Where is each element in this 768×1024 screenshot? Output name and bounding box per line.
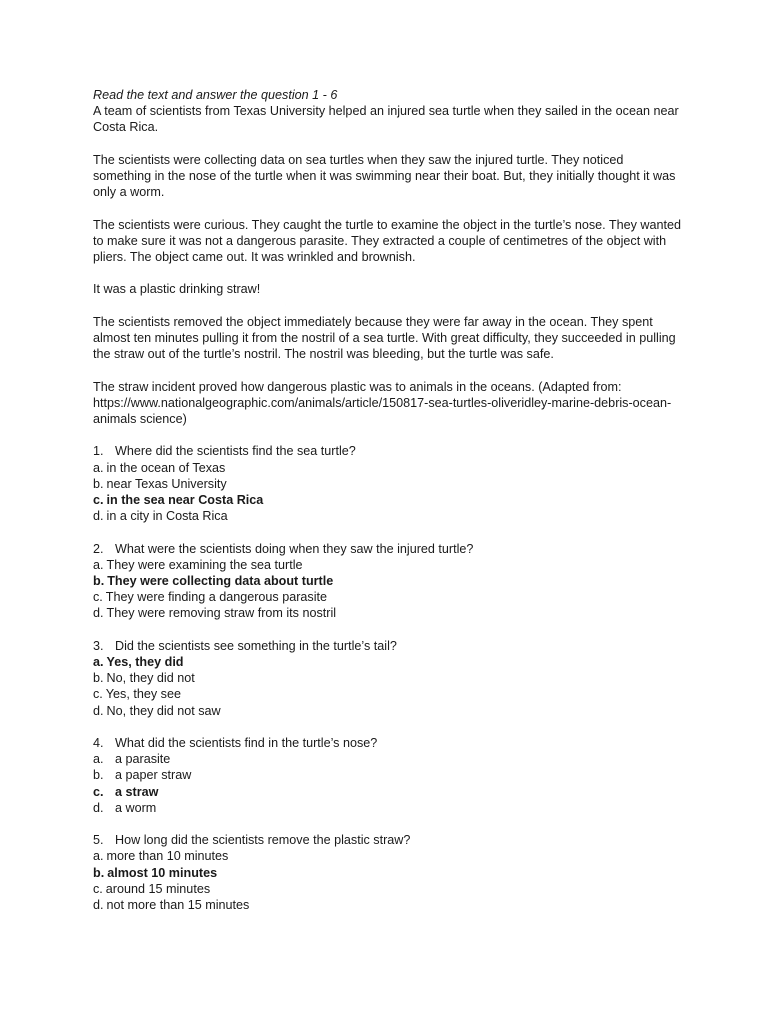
worksheet-page <box>93 87 683 913</box>
question-block <box>93 735 683 816</box>
answer-option: c. around 15 minutes <box>93 881 211 896</box>
answer-option: d. in a city in Costa Rica <box>93 509 228 524</box>
question-text: What did the scientists find in the turtle’s nose? <box>115 735 378 750</box>
spacer <box>93 524 683 540</box>
question-text: Did the scientists see something in the turtle’s tail? <box>115 638 397 653</box>
answer-option-correct: c. in the sea near Costa Rica <box>93 492 264 507</box>
question-block <box>93 638 683 719</box>
question-stem <box>93 638 683 654</box>
question-number: 5. <box>93 833 104 848</box>
passage-paragraph-6: The straw incident proved how dangerous plastic was to animals in the oceans. (Adapted from: https://www.nationalgeographic.com/animals/article/150817-sea-turtles-oliveridley-marine-debris-ocean-animals science) <box>93 379 672 426</box>
answer-option: a. a parasite <box>93 752 171 767</box>
question-stem <box>93 735 683 751</box>
question-text: What were the scientists doing when they saw the injured turtle? <box>115 541 474 556</box>
spacer <box>93 816 683 832</box>
question-block <box>93 832 683 913</box>
spacer <box>93 265 683 281</box>
passage-paragraph-3: The scientists were curious. They caught the turtle to examine the object in the turtle’s nose. They wanted to make sure it was not a dangerous parasite. They extracted a couple of centimetres of the object with pliers. The object came out. It was wrinkled and brownish. <box>93 217 682 264</box>
question-text: How long did the scientists remove the plastic straw? <box>115 833 411 848</box>
answer-option: b. No, they did not <box>93 671 195 686</box>
spacer <box>93 362 683 378</box>
passage-paragraph-1: A team of scientists from Texas University helped an injured sea turtle when they sailed in the ocean near Costa Rica. <box>93 104 679 135</box>
answer-option: d. a worm <box>93 800 157 815</box>
question-number: 3. <box>93 638 104 653</box>
answer-option: a. They were examining the sea turtle <box>93 557 303 572</box>
question-stem <box>93 541 683 557</box>
question-number: 1. <box>93 444 104 459</box>
answer-option-correct: b. almost 10 minutes <box>93 865 218 880</box>
instruction-text: Read the text and answer the question 1 - 6 <box>93 88 338 102</box>
question-text: Where did the scientists find the sea turtle? <box>115 444 356 459</box>
question-block <box>93 443 683 524</box>
question-number: 2. <box>93 541 104 556</box>
spacer <box>93 136 683 152</box>
passage-paragraph-2: The scientists were collecting data on sea turtles when they saw the injured turtle. They noticed something in the nose of the turtle when it was swimming near their boat. But, they initially thought it was only a worm. <box>93 152 676 200</box>
answer-option-correct: b. They were collecting data about turtle <box>93 573 334 588</box>
answer-option: d. No, they did not saw <box>93 703 221 718</box>
question-stem <box>93 832 683 848</box>
answer-option: b. near Texas University <box>93 476 227 491</box>
question-number: 4. <box>93 735 104 750</box>
spacer <box>93 298 683 314</box>
question-block <box>93 541 683 622</box>
spacer <box>93 427 683 443</box>
answer-option: d. They were removing straw from its nostril <box>93 606 337 621</box>
answer-option: c. They were finding a dangerous parasite <box>93 590 328 605</box>
answer-option: d. not more than 15 minutes <box>93 898 250 912</box>
passage-paragraph-5: The scientists removed the object immediately because they were far away in the ocean. They spent almost ten minutes pulling it from the nostril of a sea turtle. With great difficulty, they succeeded in pulling the straw out of the turtle’s nostril. The nostril was bleeding, but the turtle was safe. <box>93 314 676 362</box>
spacer <box>93 622 683 638</box>
question-stem <box>93 443 683 459</box>
answer-option: c. Yes, they see <box>93 687 181 702</box>
answer-option: a. more than 10 minutes <box>93 849 229 864</box>
answer-option: a. in the ocean of Texas <box>93 460 226 475</box>
answer-option: b. a paper straw <box>93 768 192 783</box>
spacer <box>93 200 683 216</box>
answer-option-correct: a. Yes, they did <box>93 654 184 669</box>
answer-option-correct: c. a straw <box>93 784 159 799</box>
spacer <box>93 719 683 735</box>
passage-paragraph-4: It was a plastic drinking straw! <box>93 282 261 297</box>
